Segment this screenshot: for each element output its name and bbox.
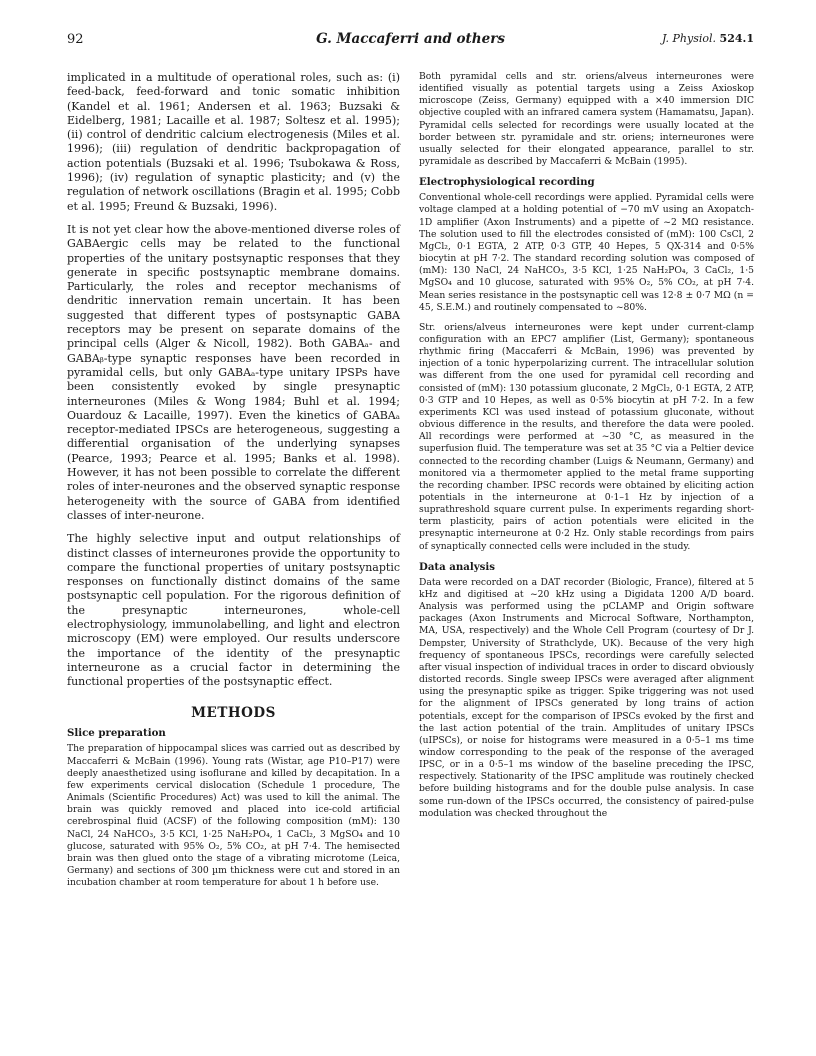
subsection-heading-data-analysis: Data analysis	[419, 560, 496, 573]
journal-volume: 524.1	[719, 32, 754, 45]
paragraph-current-clamp: Str. oriens/alveus interneurones were kept under current-clamp configuration with an EPC7 amplifier (List, Germany); spontaneous rhythmic firing (Maccaferri & McBain, 1996) was prevented by injection of a tonic hyperpolarizing current. The intracellular solution was different from the one used for pyramidal cell recording and consisted of (mM): 130 potassium gluconate, 2 MgCl₂, 0·1 EGTA, 2 ATP, 0·3 GTP and 10 Hepes, as well as 0·5% biocytin at pH 7·2. In a few experiments KCl was used instead of potassium gluconate, without obvious difference in the results, and therefore the data were pooled. All recordings were performed at ~30 °C, as measured in the superfusion fluid. The temperature was set at 35 °C via a Peltier device connected to the recording chamber (Luigs & Neumann, Germany) and monitored via a thermometer applied to the metal frame supporting the recording chamber. IPSC records were obtained by eliciting action potentials in the interneurone at 0·1–1 Hz by injection of a suprathreshold square current pulse. In experiments regarding short-term plasticity, pairs of action potentials were elicited in the presynaptic interneurone at 0·2 Hz. Only stable recordings from pairs of synaptically connected cells were included in the study.	[419, 321, 754, 552]
paragraph-gabaergic: It is not yet clear how the above-mentioned diverse roles of GABAergic cells may be related to the functional properties of the unitary postsynaptic responses that they generate in specific postsynaptic membrane domains. Particularly, the roles and receptor mechanisms of dendritic innervation remain uncertain. It has been suggested that different types of postsynaptic GABA receptors may be present on separate domains of the principal cells (Alger & Nicoll, 1982). Both GABAₐ- and GABAᵦ-type synaptic responses have been recorded in pyramidal cells, but only GABAₐ-type unitary IPSPs have been consistently evoked by single presynaptic interneurones (Miles & Wong 1984; Buhl et al. 1994; Ouardouz & Lacaille, 1997). Even the kinetics of GABAₐ receptor-mediated IPSCs are heterogeneous, suggesting a differential organisation of the underlying synapses (Pearce, 1993; Pearce et al. 1995; Banks et al. 1998). However, it has not been possible to correlate the different roles of inter-neurones and the observed synaptic response heterogeneity with the source of GABA from identified classes of inter-neurone.	[67, 222, 400, 522]
paragraph-roles: implicated in a multitude of operational roles, such as: (i) feed-back, feed-forward and tonic somatic inhibition (Kandel et al. 1961; Andersen et al. 1963; Buzsaki & Eidelberg, 1981; Lacaille et al. 1987; Soltesz et al. 1995); (ii) control of dendritic calcium electrogenesis (Miles et al. 1996); (iii) regulation of dendritic backpropagation of action potentials (Buzsaki et al. 1996; Tsubokawa & Ross, 1996); (iv) regulation of synaptic plasticity; and (v) the regulation of network oscillations (Bragin et al. 1995; Cobb et al. 1995; Freund & Buzsaki, 1996).	[67, 71, 400, 213]
journal-citation	[662, 32, 754, 45]
running-header	[67, 32, 754, 50]
paragraph-identification: Both pyramidal cells and str. oriens/alveus interneurones were identified visually as potential targets using a Zeiss Axioskop microscope (Zeiss, Germany) equipped with a ×40 immersion DIC objective coupled with an infrared camera system (Hamamatsu, Japan). Pyramidal cells selected for recordings were usually located at the border between str. pyramidale and str. oriens; interneurones were usually selected for their elongated appearance, parallel to str. pyramidale as described by Maccaferri & McBain (1995).	[419, 71, 754, 168]
page-number: 92	[67, 32, 84, 47]
subsection-heading-slice: Slice preparation	[67, 727, 166, 740]
paragraph-data-analysis: Data were recorded on a DAT recorder (Biologic, France), filtered at 5 kHz and digitised at ~20 kHz using a Digidata 1200 A/D board. Analysis was performed using the pCLAMP and Origin software packages (Axon Instruments and Microcal Software, Northampton, MA, USA, respectively) and the Whole Cell Program (courtesy of Dr J. Dempster, University of Strathclyde, UK). Because of the very high frequency of spontaneous IPSCs, recordings were carefully selected after visual inspection of individual traces in order to discard obviously distorted records. Single sweep IPSCs were averaged after alignment using the presynaptic spike as trigger. Spike triggering was not used for the alignment of IPSCs generated by long trains of action potentials, except for the comparison of IPSCs evoked by the first and the last action potential of the train. Amplitudes of unitary IPSCs (uIPSCs), or noise for histograms were measured in a 0·5–1 ms time window corresponding to the peak of the response of the averaged IPSC, or in a 0·5–1 ms window of the baseline preceding the IPSC, respectively. Stationarity of the IPSC amplitude was routinely checked before building histograms and for the double pulse analysis. In case some run-down of the IPSCs occurred, the consistency of paired-pulse modulation was checked throughout the	[419, 576, 754, 819]
section-heading-methods: METHODS	[191, 705, 276, 722]
right-column	[419, 71, 754, 828]
running-title: G. Maccaferri and others	[316, 31, 505, 47]
paragraph-whole-cell: Conventional whole-cell recordings were applied. Pyramidal cells were voltage clamped at a holding potential of −70 mV using an Axopatch-1D amplifier (Axon Instruments) and a pipette of ~2 MΩ resistance. The solution used to fill the electrodes consisted of (mM): 100 CsCl, 2 MgCl₂, 0·1 EGTA, 2 ATP, 0·3 GTP, 40 Hepes, 5 QX-314 and 0·5% biocytin at pH 7·2. The standard recording solution was composed of (mM): 130 NaCl, 24 NaHCO₃, 3·5 KCl, 1·25 NaH₂PO₄, 3 CaCl₂, 1·5 MgSO₄ and 10 glucose, saturated with 95% O₂, 5% CO₂, at pH 7·4. Mean series resistance in the postsynaptic cell was 12·8 ± 0·7 MΩ (n = 45, S.E.M.) and routinely compensated to ~80%.	[419, 192, 754, 313]
journal-name: J. Physiol.	[661, 32, 717, 45]
subsection-heading-electrophysiology: Electrophysiological recording	[419, 176, 595, 189]
paragraph-slice-preparation: The preparation of hippocampal slices was carried out as described by Maccaferri & McBain (1996). Young rats (Wistar, age P10–P17) were deeply anaesthetized using isoflurane and killed by decapitation. In a few experiments cervical dislocation (Schedule 1 procedure, The Animals (Scientific Procedures) Act) was used to kill the animal. The brain was quickly removed and placed into ice-cold artificial cerebrospinal fluid (ACSF) of the following composition (mM): 130 NaCl, 24 NaHCO₃, 3·5 KCl, 1·25 NaH₂PO₄, 1 CaCl₂, 3 MgSO₄ and 10 glucose, saturated with 95% O₂, 5% CO₂, at pH 7·4. The hemisected brain was then glued onto the stage of a vibrating microtome (Leica, Germany) and sections of 300 µm thickness were cut and stored in an incubation chamber at room temperature for about 1 h before use.	[67, 743, 400, 889]
paragraph-selective-input: The highly selective input and output relationships of distinct classes of interneurones provide the opportunity to compare the functional properties of unitary postsynaptic responses on functionally distinct domains of the same postsynaptic cell population. For the rigorous definition of the presynaptic interneurones, whole-cell electrophysiology, immunolabelling, and light and electron microscopy (EM) were employed. Our results underscore the importance of the identity of the presynaptic interneurone as a crucial factor in determining the functional properties of the postsynaptic effect.	[67, 532, 400, 689]
left-column	[67, 71, 400, 889]
